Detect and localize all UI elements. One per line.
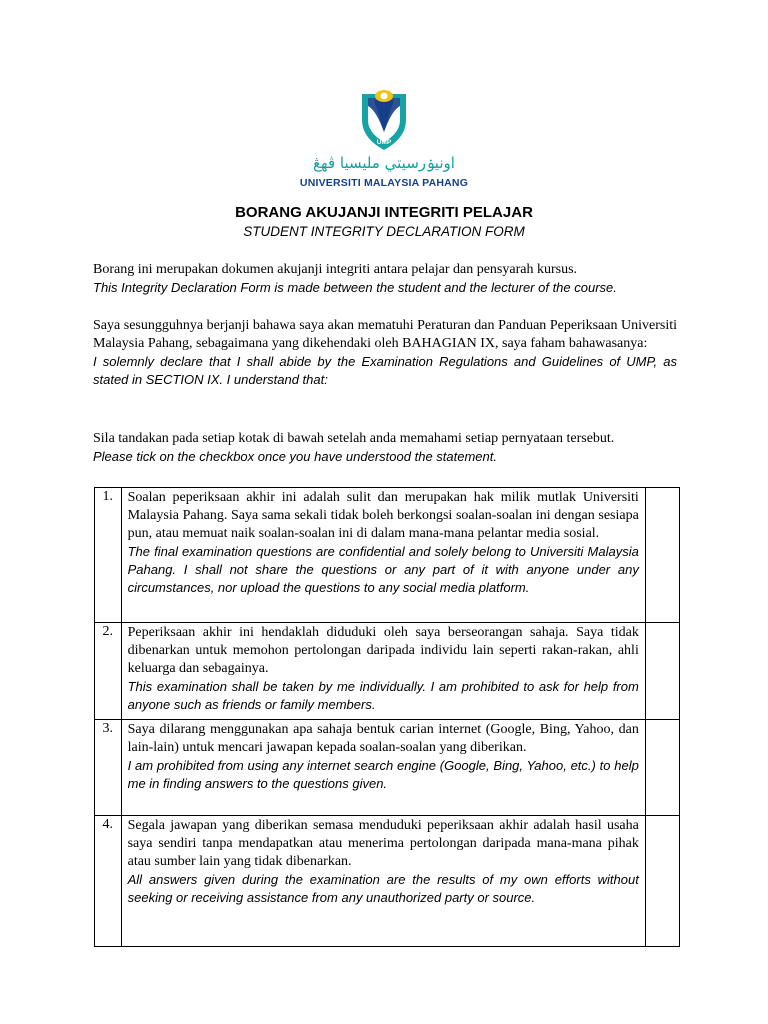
statement-checkbox[interactable] xyxy=(645,623,679,720)
statement-english: I am prohibited from using any internet search engine (Google, Bing, Yahoo, etc.) to help me in finding answers to the questions given. xyxy=(127,758,639,791)
intro-paragraph-2 xyxy=(93,317,677,389)
statement-malay: Peperiksaan akhir ini hendaklah diduduki oleh saya berseorangan sahaja. Saya tidak dibenarkan untuk memohon pertolongan daripada individu lain seperti rakan-rakan, ahli keluarga dan sebagainya. xyxy=(127,625,639,676)
statement-number: 2. xyxy=(95,623,122,720)
statement-text xyxy=(121,720,645,816)
form-subtitle: STUDENT INTEGRITY DECLARATION FORM xyxy=(243,224,525,239)
statement-row xyxy=(95,488,680,623)
intro-2-english: I solemnly declare that I shall abide by the Examination Regulations and Guidelines of UMP, as stated in SECTION IX. I understand that: xyxy=(93,354,677,387)
statement-text xyxy=(121,816,645,947)
statement-text xyxy=(121,488,645,623)
statement-malay: Segala jawapan yang diberikan semasa menduduki peperiksaan akhir adalah hasil usaha saya sendiri tanpa mendapatkan atau menerima pertolongan daripada mana-mana pihak atau sumber lain yang tidak dibenarkan. xyxy=(127,818,639,869)
statement-malay: Saya dilarang menggunakan apa sahaja bentuk carian internet (Google, Bing, Yahoo, dan lain-lain) untuk mencari jawapan kepada soalan-soalan yang diberikan. xyxy=(127,722,639,755)
statement-row xyxy=(95,720,680,816)
statement-english: All answers given during the examination are the results of my own efforts without seeking or receiving assistance from any unauthorized party or source. xyxy=(127,872,639,905)
university-name-jawi: اونيۏرسيتي مليسيا ڤهڠ xyxy=(313,154,455,172)
statement-row xyxy=(95,816,680,947)
statement-checkbox[interactable] xyxy=(645,720,679,816)
intro-3-english: Please tick on the checkbox once you have understood the statement. xyxy=(93,449,497,464)
statement-english: This examination shall be taken by me individually. I am prohibited to ask for help from anyone such as friends or family members. xyxy=(127,679,639,712)
statements-table xyxy=(94,487,680,947)
statement-checkbox[interactable] xyxy=(645,488,679,623)
statement-checkbox[interactable] xyxy=(645,816,679,947)
statement-row xyxy=(95,623,680,720)
statement-number: 4. xyxy=(95,816,122,947)
intro-paragraph-1 xyxy=(93,261,677,297)
statement-malay: Soalan peperiksaan akhir ini adalah sulit dan merupakan hak milik mutlak Universiti Malaysia Pahang. Saya sama sekali tidak boleh berkongsi soalan-soalan ini dengan sesiapa pun, atau memuat naik soalan-soalan ini di dalam mana-mana pelantar media sosial. xyxy=(127,490,639,541)
logo-text: UMP xyxy=(376,139,392,146)
intro-paragraph-3 xyxy=(93,430,677,466)
statement-text xyxy=(121,623,645,720)
intro-1-english: This Integrity Declaration Form is made between the student and the lecturer of the course. xyxy=(93,280,617,295)
university-name: UNIVERSITI MALAYSIA PAHANG xyxy=(299,177,469,189)
statement-number: 1. xyxy=(95,488,122,623)
university-logo xyxy=(0,86,768,152)
form-title: BORANG AKUJANJI INTEGRITI PELAJAR xyxy=(235,204,533,221)
intro-2-malay: Saya sesungguhnya berjanji bahawa saya akan mematuhi Peraturan dan Panduan Peperiksaan Universiti Malaysia Pahang, sebagaimana yang dikehendaki oleh BAHAGIAN IX, saya faham bahawasanya: xyxy=(93,318,677,351)
statement-number: 3. xyxy=(95,720,122,816)
statement-english: The final examination questions are confidential and solely belong to Universiti Malaysia Pahang. I shall not share the questions or any part of it with anyone under any circumstances, nor upload the questions to any social media platform. xyxy=(127,544,639,595)
intro-3-malay: Sila tandakan pada setiap kotak di bawah setelah anda memahami setiap pernyataan tersebut. xyxy=(93,431,615,446)
intro-1-malay: Borang ini merupakan dokumen akujanji integriti antara pelajar dan pensyarah kursus. xyxy=(93,262,578,277)
ump-shield-logo xyxy=(358,86,410,152)
